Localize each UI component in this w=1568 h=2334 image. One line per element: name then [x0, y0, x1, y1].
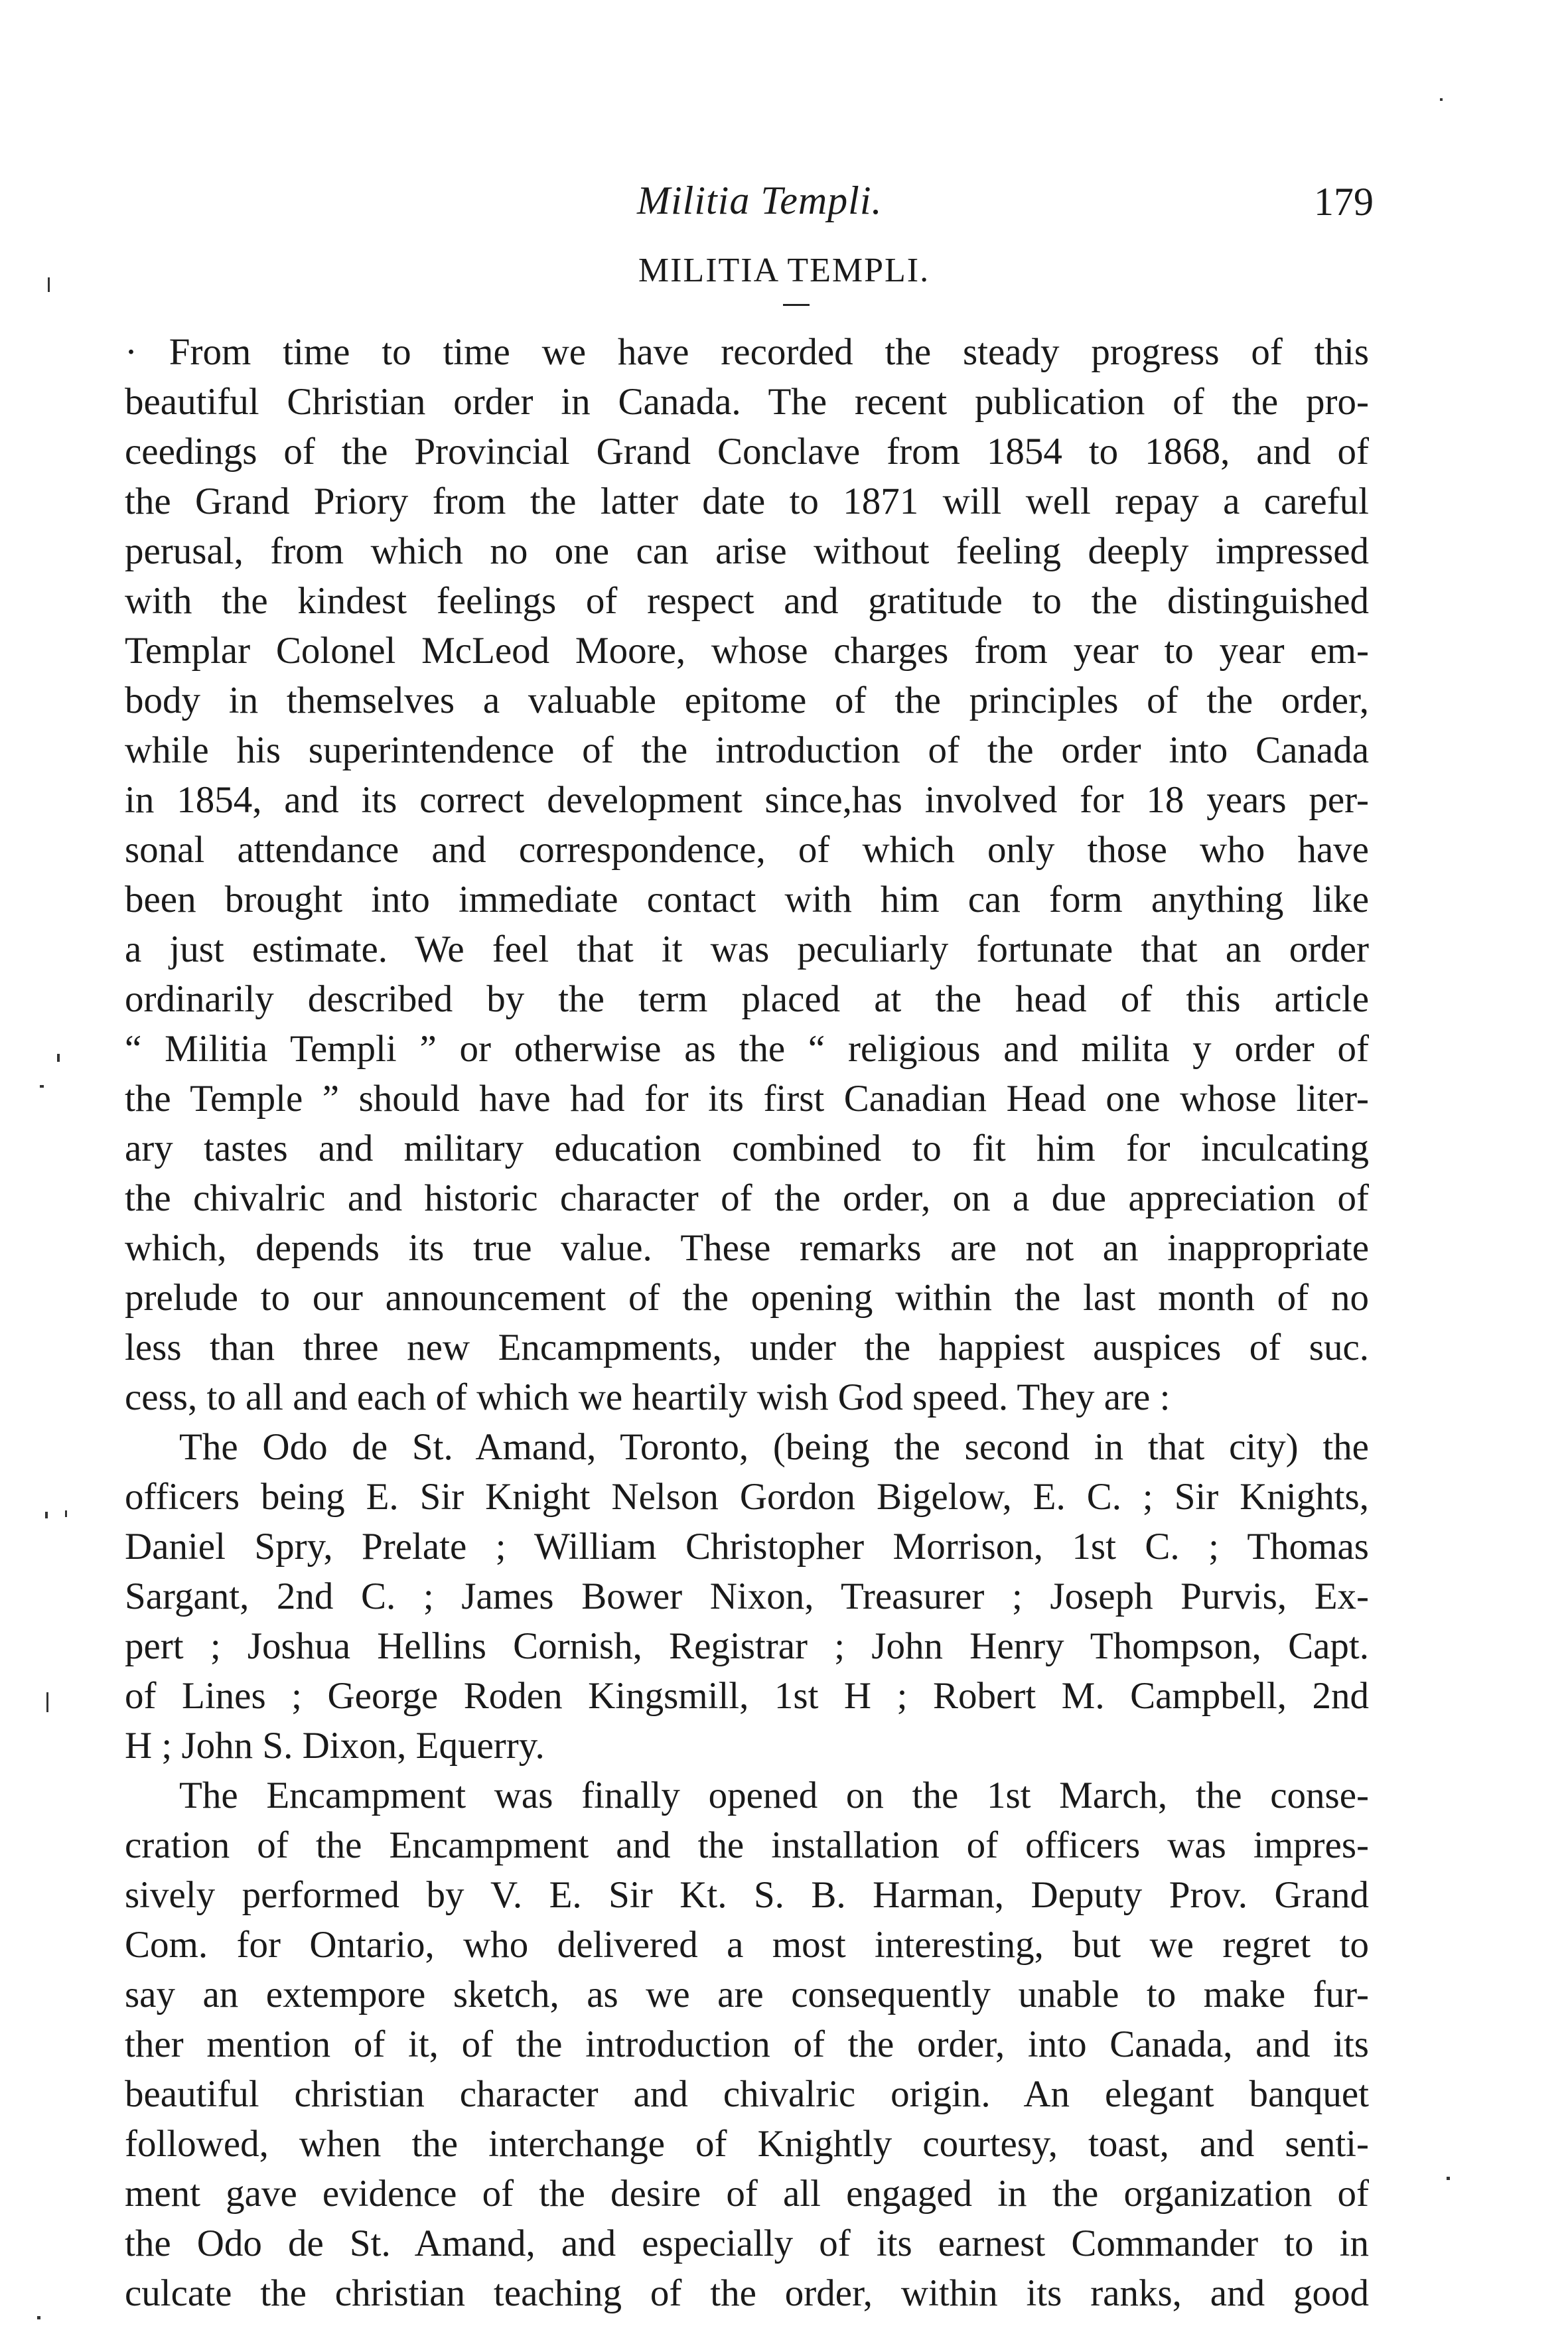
text-line: pert ; Joshua Hellins Cornish, Registrar ; John Henry Thompson, Capt.: [125, 1625, 1369, 1667]
text-line: The Encampment was finally opened on the 1st March, the conse-: [179, 1775, 1369, 1816]
text-line: the chivalric and historic character of the order, on a due appreciation of: [125, 1177, 1369, 1219]
text-line: “ Militia Templi ” or otherwise as the “ religious and milita y order of: [125, 1028, 1369, 1070]
text-line: ordinarily described by the term placed at the head of this article: [125, 978, 1369, 1020]
text-line: less than three new Encampments, under the happiest auspices of suc.: [125, 1327, 1369, 1368]
text-line: sively performed by V. E. Sir Kt. S. B. Harman, Deputy Prov. Grand: [125, 1874, 1369, 1916]
title-rule: [783, 304, 810, 306]
scan-speck: [37, 2316, 40, 2319]
text-line: been brought into immediate contact with him can form anything like: [125, 879, 1369, 920]
text-line: which, depends its true value. These remarks are not an inappropriate: [125, 1227, 1369, 1269]
text-line: while his superintendence of the introduction of the order into Canada: [125, 729, 1369, 771]
text-line: The Odo de St. Amand, Toronto, (being the second in that city) the: [179, 1426, 1369, 1468]
text-line: · From time to time we have recorded the steady progress of this: [125, 331, 1369, 373]
text-line: perusal, from which no one can arise without feeling deeply impressed: [125, 530, 1369, 572]
text-line: Sargant, 2nd C. ; James Bower Nixon, Treasurer ; Joseph Purvis, Ex-: [125, 1575, 1369, 1617]
text-line: the Odo de St. Amand, and especially of its earnest Commander to in: [125, 2223, 1369, 2264]
article-title: MILITIA TEMPLI.: [638, 252, 930, 289]
text-line: cration of the Encampment and the installation of officers was impres-: [125, 1824, 1369, 1866]
scan-speck: [46, 1692, 48, 1712]
running-head: Militia Templi.: [637, 179, 883, 222]
text-line: of Lines ; George Roden Kingsmill, 1st H ; Robert M. Campbell, 2nd: [125, 1675, 1369, 1717]
text-line: followed, when the interchange of Knightly courtesy, toast, and senti-: [125, 2123, 1369, 2165]
page-number: 179: [1314, 180, 1374, 224]
text-line: in 1854, and its correct development since,has involved for 18 years per-: [125, 779, 1369, 821]
text-line: prelude to our announcement of the opening within the last month of no: [125, 1277, 1369, 1319]
scan-speck: [65, 1510, 67, 1517]
scan-speck: [1447, 2177, 1450, 2180]
text-line: beautiful christian character and chivalric origin. An elegant banquet: [125, 2073, 1369, 2115]
text-line: the Temple ” should have had for its first Canadian Head one whose liter-: [125, 1078, 1369, 1120]
text-line: Daniel Spry, Prelate ; William Christopher Morrison, 1st C. ; Thomas: [125, 1526, 1369, 1568]
text-line: sonal attendance and correspondence, of which only those who have: [125, 829, 1369, 871]
text-line: Templar Colonel McLeod Moore, whose charges from year to year em-: [125, 630, 1369, 672]
text-line: beautiful Christian order in Canada. The recent publication of the pro-: [125, 381, 1369, 423]
text-line: culcate the christian teaching of the order, within its ranks, and good: [125, 2272, 1369, 2314]
scan-speck: [57, 1054, 60, 1062]
scan-speck: [48, 277, 50, 292]
text-line: ment gave evidence of the desire of all engaged in the organization of: [125, 2173, 1369, 2215]
text-line: Com. for Ontario, who delivered a most interesting, but we regret to: [125, 1924, 1369, 1966]
scan-speck: [1440, 98, 1443, 101]
text-line: body in themselves a valuable epitome of the principles of the order,: [125, 680, 1369, 721]
text-line: ceedings of the Provincial Grand Conclave from 1854 to 1868, and of: [125, 431, 1369, 473]
text-line: with the kindest feelings of respect and gratitude to the distinguished: [125, 580, 1369, 622]
text-line: say an extempore sketch, as we are consequently unable to make fur-: [125, 1974, 1369, 2015]
text-line: cess, to all and each of which we heartily wish God speed. They are :: [125, 1376, 1171, 1418]
text-line: H ; John S. Dixon, Equerry.: [125, 1725, 545, 1767]
scan-speck: [40, 1085, 44, 1088]
text-line: officers being E. Sir Knight Nelson Gordon Bigelow, E. C. ; Sir Knights,: [125, 1476, 1369, 1518]
text-line: ary tastes and military education combined to fit him for inculcating: [125, 1128, 1369, 1169]
text-line: ther mention of it, of the introduction of the order, into Canada, and its: [125, 2023, 1369, 2065]
text-line: the Grand Priory from the latter date to 1871 will well repay a careful: [125, 480, 1369, 522]
text-line: a just estimate. We feel that it was peculiarly fortunate that an order: [125, 928, 1369, 970]
scan-speck: [45, 1512, 48, 1518]
